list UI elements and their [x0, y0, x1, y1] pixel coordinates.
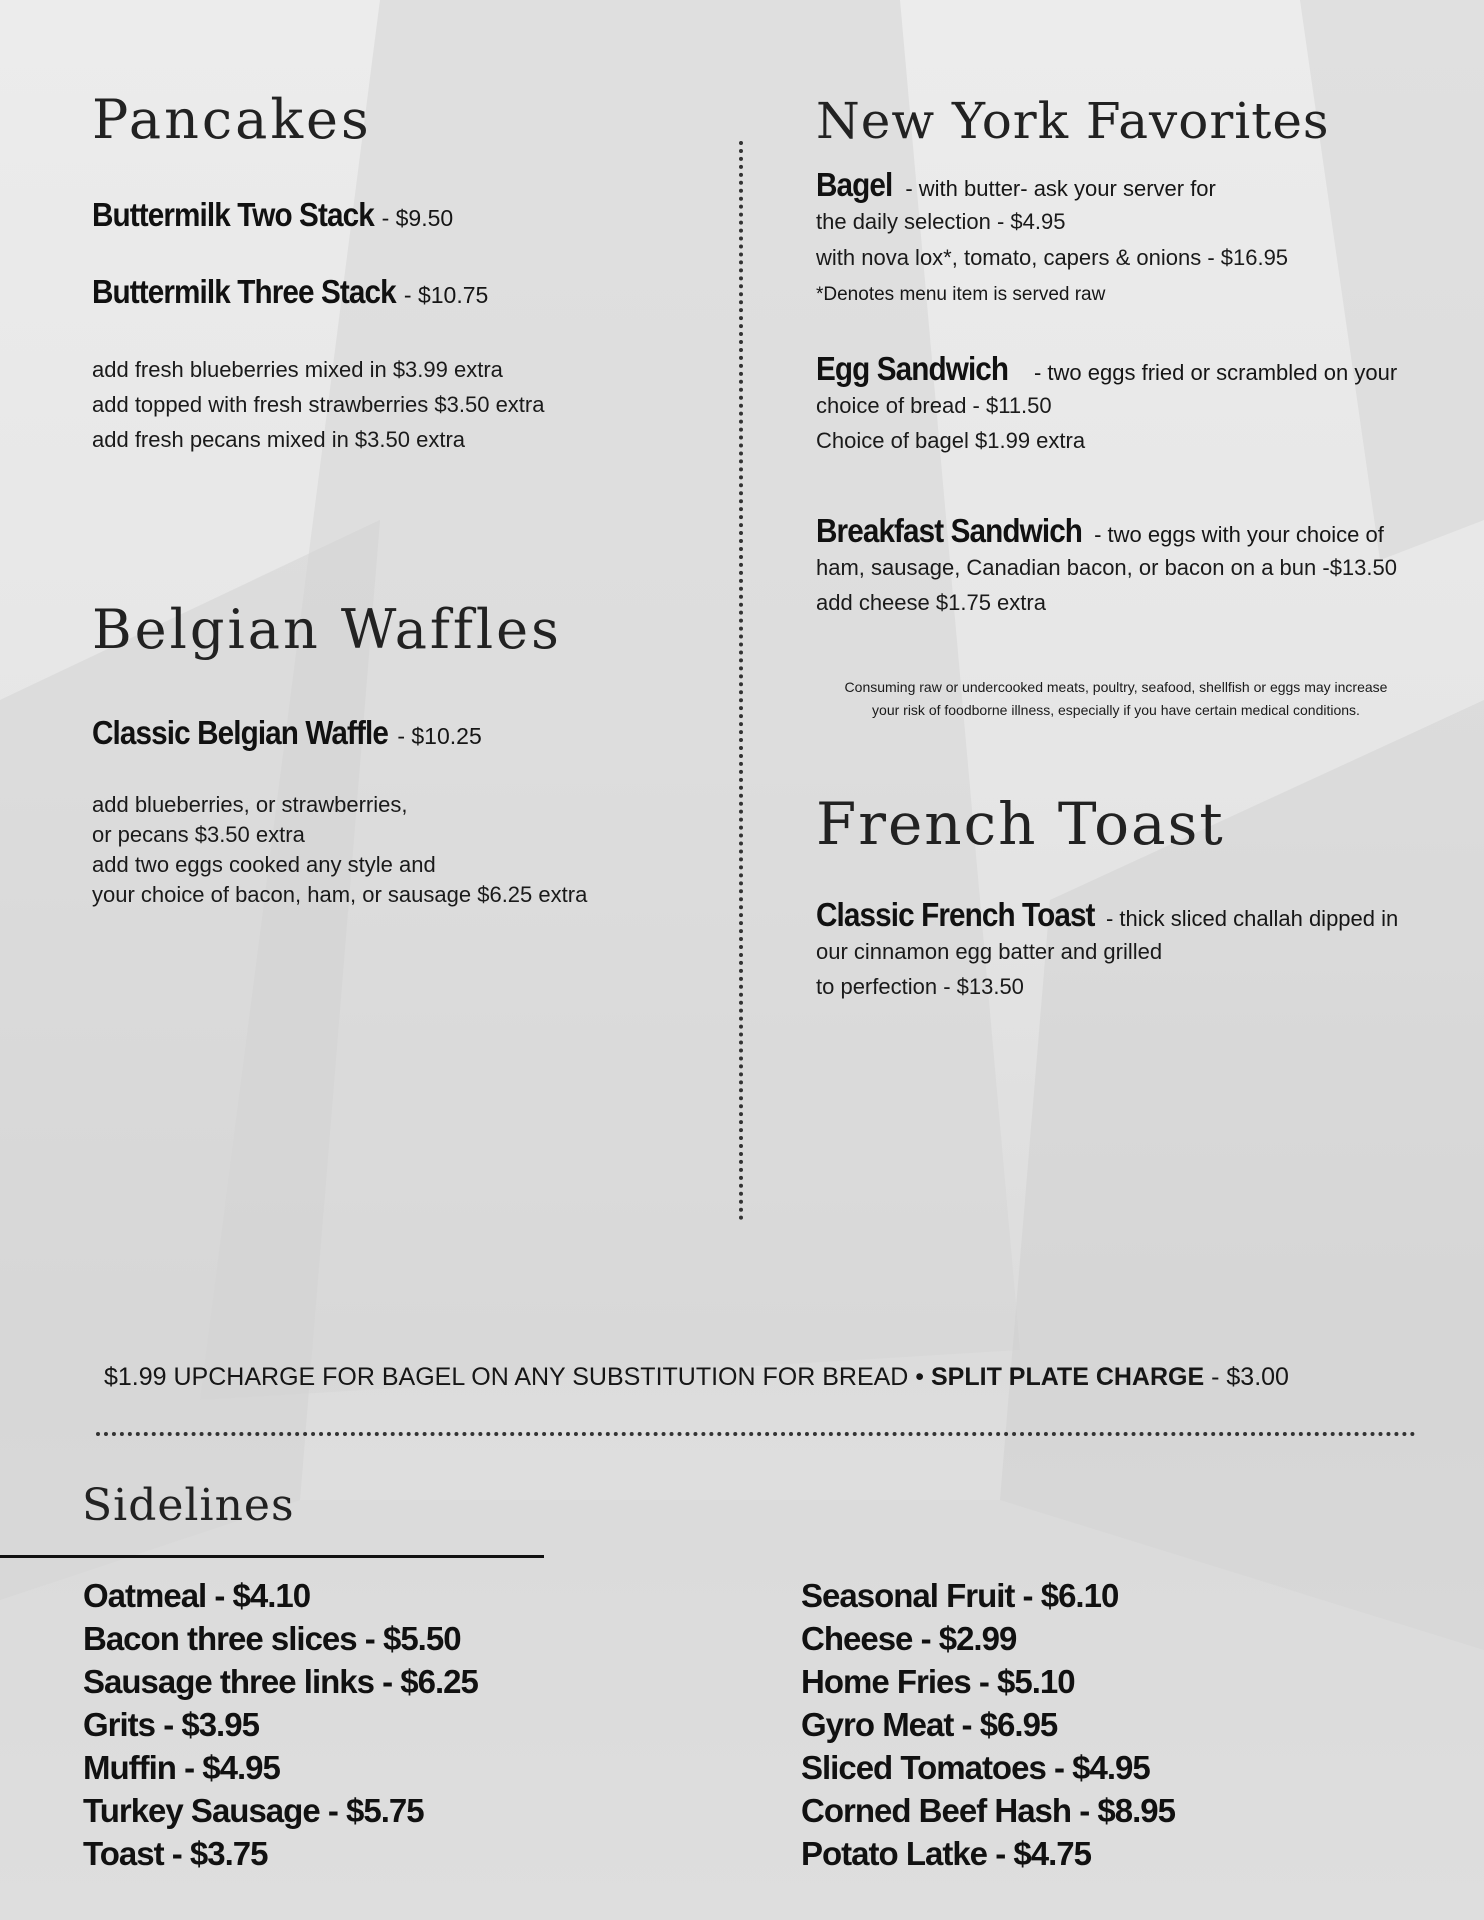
item-price: - $9.50 — [381, 205, 454, 231]
notice-line: your risk of foodborne illness, especially if you have certain medical conditions. — [872, 702, 1360, 718]
menu-item-classic-belgian-waffle — [92, 714, 482, 752]
waffles-addons — [92, 790, 587, 910]
item-description: - two eggs fried or scrambled on your — [1033, 360, 1398, 385]
list-item: Corned Beef Hash - $8.95 — [801, 1792, 1175, 1829]
pancakes-addons — [92, 352, 544, 457]
item-name: Breakfast Sandwich — [816, 512, 1083, 549]
addon-line: add blueberries, or strawberries, — [92, 792, 408, 817]
item-name: Classic Belgian Waffle — [92, 714, 389, 751]
split-plate-label: SPLIT PLATE CHARGE — [931, 1363, 1205, 1391]
item-line: choice of bread - $11.50 — [816, 393, 1052, 418]
notice-line: Consuming raw or undercooked meats, poultry, seafood, shellfish or eggs may increase — [844, 679, 1388, 695]
item-price: - $10.75 — [403, 282, 489, 308]
list-item: Bacon three slices - $5.50 — [83, 1620, 461, 1657]
menu-item-buttermilk-two-stack — [92, 196, 453, 234]
split-plate-price: - $3.00 — [1204, 1363, 1289, 1391]
list-item: Cheese - $2.99 — [801, 1620, 1017, 1657]
sidelines-heading: Sidelines — [82, 1480, 295, 1531]
list-item: Potato Latke - $4.75 — [801, 1835, 1091, 1872]
list-item: Toast - $3.75 — [83, 1835, 268, 1872]
upcharge-notice — [104, 1363, 1289, 1392]
item-line: to perfection - $13.50 — [816, 974, 1024, 999]
menu-item-breakfast-sandwich — [816, 512, 1397, 620]
item-line: add cheese $1.75 extra — [816, 590, 1046, 615]
list-item: Gyro Meat - $6.95 — [801, 1706, 1058, 1743]
item-name: Egg Sandwich — [816, 350, 1009, 387]
menu-item-egg-sandwich — [816, 350, 1397, 458]
addon-line: add topped with fresh strawberries $3.50 extra — [92, 392, 545, 417]
item-line: ham, sausage, Canadian bacon, or bacon on a bun -$13.50 — [816, 555, 1397, 580]
sidelines-left-list — [83, 1574, 478, 1875]
ny-favorites-heading: New York Favorites — [816, 92, 1330, 150]
list-item: Seasonal Fruit - $6.10 — [801, 1577, 1119, 1614]
list-item: Sausage three links - $6.25 — [83, 1663, 478, 1700]
item-description: - thick sliced challah dipped in — [1105, 906, 1399, 931]
item-name: Buttermilk Three Stack — [92, 273, 396, 310]
item-description: - two eggs with your choice of — [1094, 522, 1384, 547]
addon-line: add two eggs cooked any style and — [92, 852, 436, 877]
menu-item-classic-french-toast — [816, 896, 1398, 1004]
list-item: Muffin - $4.95 — [83, 1749, 280, 1786]
list-item: Turkey Sausage - $5.75 — [83, 1792, 424, 1829]
list-item: Sliced Tomatoes - $4.95 — [801, 1749, 1150, 1786]
french-toast-heading: French Toast — [816, 790, 1225, 858]
item-description: - with butter- ask your server for — [905, 176, 1216, 201]
list-item: Oatmeal - $4.10 — [83, 1577, 311, 1614]
horizontal-divider — [96, 1432, 1416, 1436]
column-divider — [739, 141, 743, 1221]
pancakes-heading: Pancakes — [92, 88, 372, 151]
item-name: Bagel — [816, 166, 893, 203]
sidelines-underline — [0, 1555, 544, 1558]
menu-item-buttermilk-three-stack — [92, 273, 488, 311]
item-line: with nova lox*, tomato, capers & onions - $16.95 — [816, 245, 1289, 270]
item-line: Choice of bagel $1.99 extra — [816, 428, 1086, 453]
sidelines-right-list — [801, 1574, 1175, 1875]
item-name: Classic French Toast — [816, 896, 1095, 933]
item-line: the daily selection - $4.95 — [816, 209, 1066, 234]
list-item: Home Fries - $5.10 — [801, 1663, 1075, 1700]
upcharge-text: $1.99 UPCHARGE FOR BAGEL ON ANY SUBSTITUTION FOR BREAD • — [104, 1363, 931, 1391]
item-name: Buttermilk Two Stack — [92, 196, 374, 233]
waffles-heading: Belgian Waffles — [92, 598, 562, 661]
item-price: - $10.25 — [397, 723, 482, 749]
addon-line: your choice of bacon, ham, or sausage $6.25 extra — [92, 882, 588, 907]
addon-line: add fresh blueberries mixed in $3.99 extra — [92, 357, 503, 382]
addon-line: or pecans $3.50 extra — [92, 822, 305, 847]
menu-item-bagel — [816, 166, 1288, 306]
item-line: our cinnamon egg batter and grilled — [816, 939, 1163, 964]
foodborne-illness-notice — [816, 676, 1416, 722]
raw-note: *Denotes menu item is served raw — [816, 284, 1106, 305]
list-item: Grits - $3.95 — [83, 1706, 259, 1743]
addon-line: add fresh pecans mixed in $3.50 extra — [92, 427, 466, 452]
